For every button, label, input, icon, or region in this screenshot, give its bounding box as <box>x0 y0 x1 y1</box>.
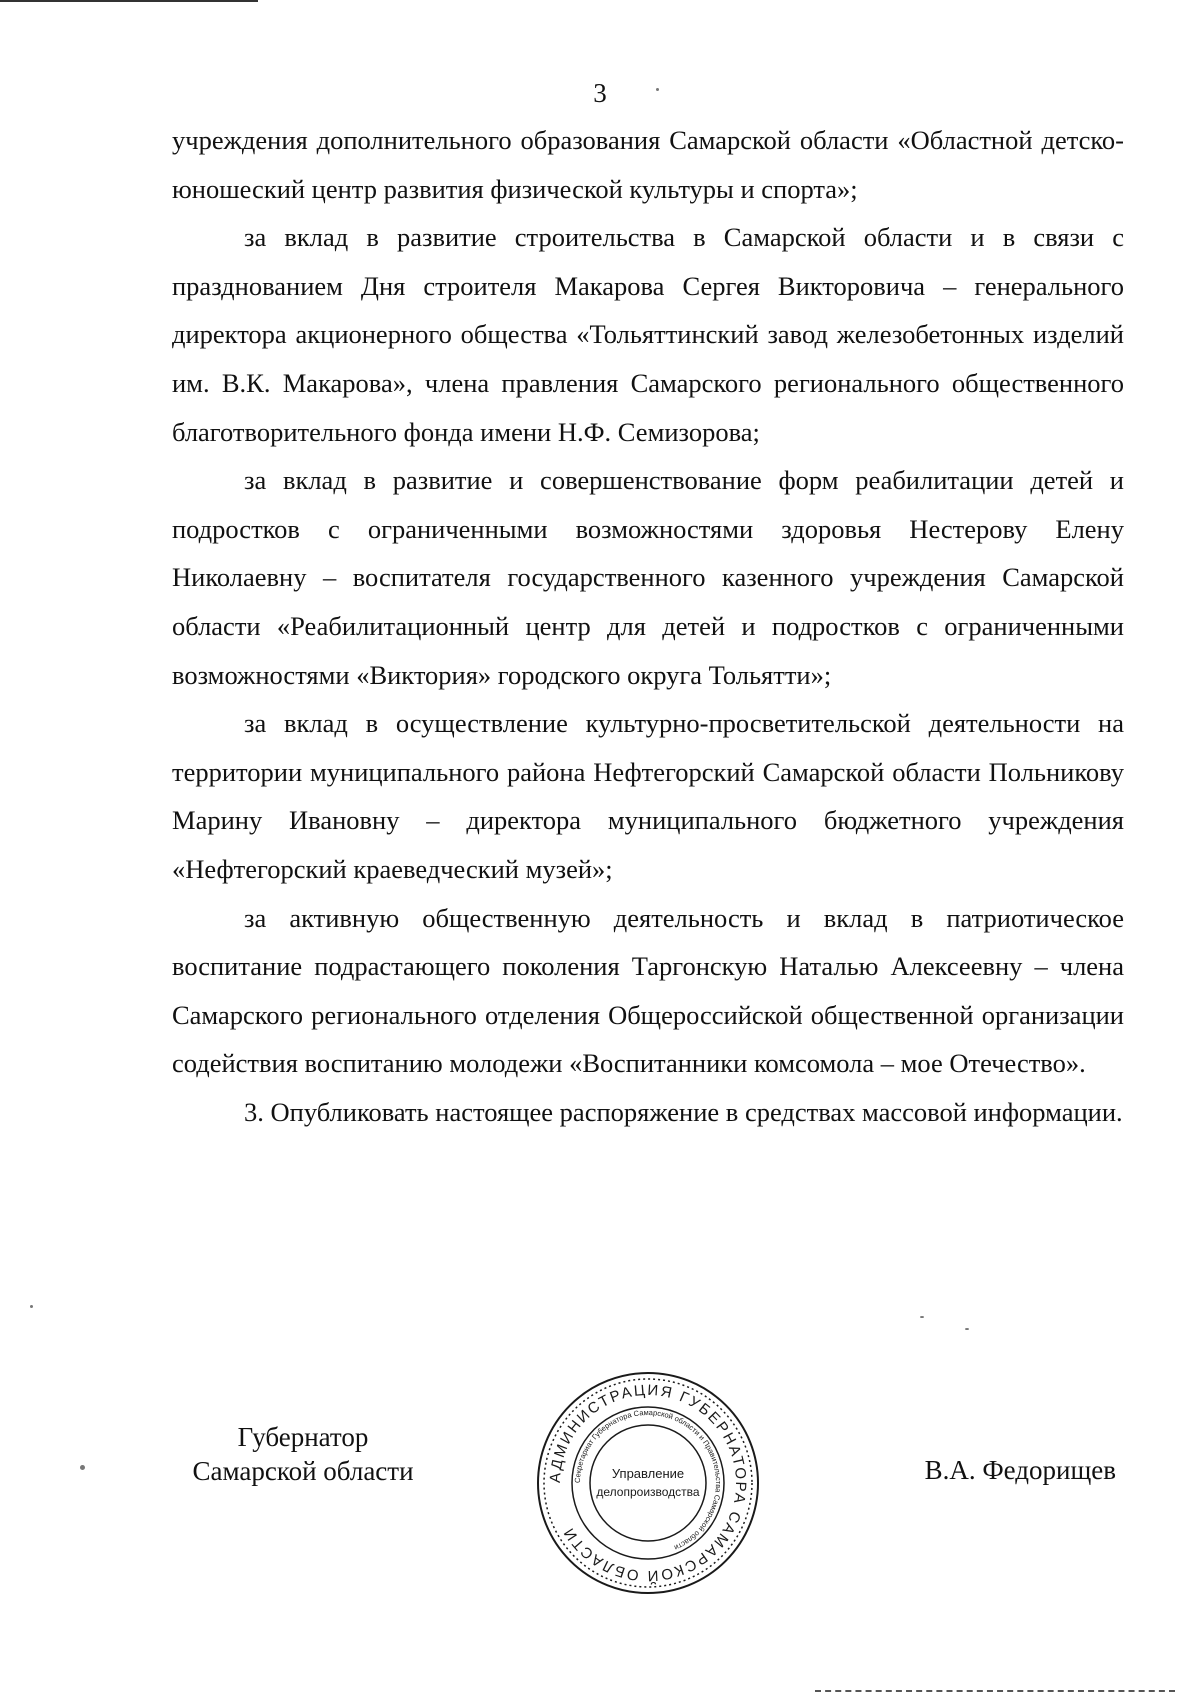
seal-outer-text: АДМИНИСТРАЦИЯ ГУБЕРНАТОРА САМАРСКОЙ ОБЛАСТИ <box>546 1381 750 1585</box>
signatory-name: В.А. Федорищев <box>924 1455 1116 1485</box>
official-seal <box>535 1370 761 1596</box>
position-line-1: Губернатор <box>237 1422 369 1452</box>
paragraph-award-targonskaya: за активную общественную деятельность и вклад в патриотическое воспитание подрастающего поколения Таргонскую Наталью Алексеевну – члена Самарского регионального отделения Общероссийской общественной организации содействия воспитанию молодежи «Воспитанники комсомола – мое Отечество». <box>172 902 1124 1079</box>
paragraph-publish-order: 3. Опубликовать настоящее распоряжение в средствах массовой информации. <box>244 1096 1123 1127</box>
paragraph-award-polnikova: за вклад в осуществление культурно-просветительской деятельности на территории муниципального района Нефтегорский Самарской области Польникову Марину Ивановну – директора муниципального бюджетного учреждения «Нефтегорский краеведческий музей»; <box>172 708 1124 884</box>
paragraph-award-nesterova: за вклад в развитие и совершенствование форм реабилитации детей и подростков с ограниченными возможностями здоровья Нестерову Елену Николаевну – воспитателя государственного казенного учреждения Самарской области «Реабилитационный центр для детей и подростков с ограниченными возможностями «Виктория» городского округа Тольятти»; <box>172 465 1124 690</box>
seal-center-line-1: Управление <box>611 1466 685 1481</box>
page-number: 3 <box>593 78 607 108</box>
scan-speck <box>920 1316 924 1318</box>
scan-speck <box>80 1465 85 1470</box>
paragraph-continuation: учреждения дополнительного образования Самарской области «Областной детско-юношеский центр развития физической культуры и спорта»; <box>172 125 1124 204</box>
bottom-rule <box>815 1690 1175 1692</box>
seal-inner-text: Секретариат Губернатора Самарской области и Правительства Самарской области <box>572 1407 724 1553</box>
signatory-position <box>178 1420 428 1488</box>
top-rule <box>0 0 258 2</box>
position-line-2: Самарской области <box>192 1456 414 1486</box>
document-body <box>172 116 1124 1136</box>
scan-speck <box>656 88 659 91</box>
scan-speck <box>30 1305 33 1308</box>
paragraph-award-makarov: за вклад в развитие строительства в Самарской области и в связи с празднованием Дня строителя Макарова Сергея Викторовича – генерального директора акционерного общества «Тольяттинский завод железобетонных изделий им. В.К. Макарова», члена правления Самарского регионального общественного благотворительного фонда имени Н.Ф. Семизорова; <box>172 222 1124 447</box>
scan-speck <box>965 1328 969 1330</box>
seal-center-line-2: делопроизводства <box>596 1485 700 1499</box>
